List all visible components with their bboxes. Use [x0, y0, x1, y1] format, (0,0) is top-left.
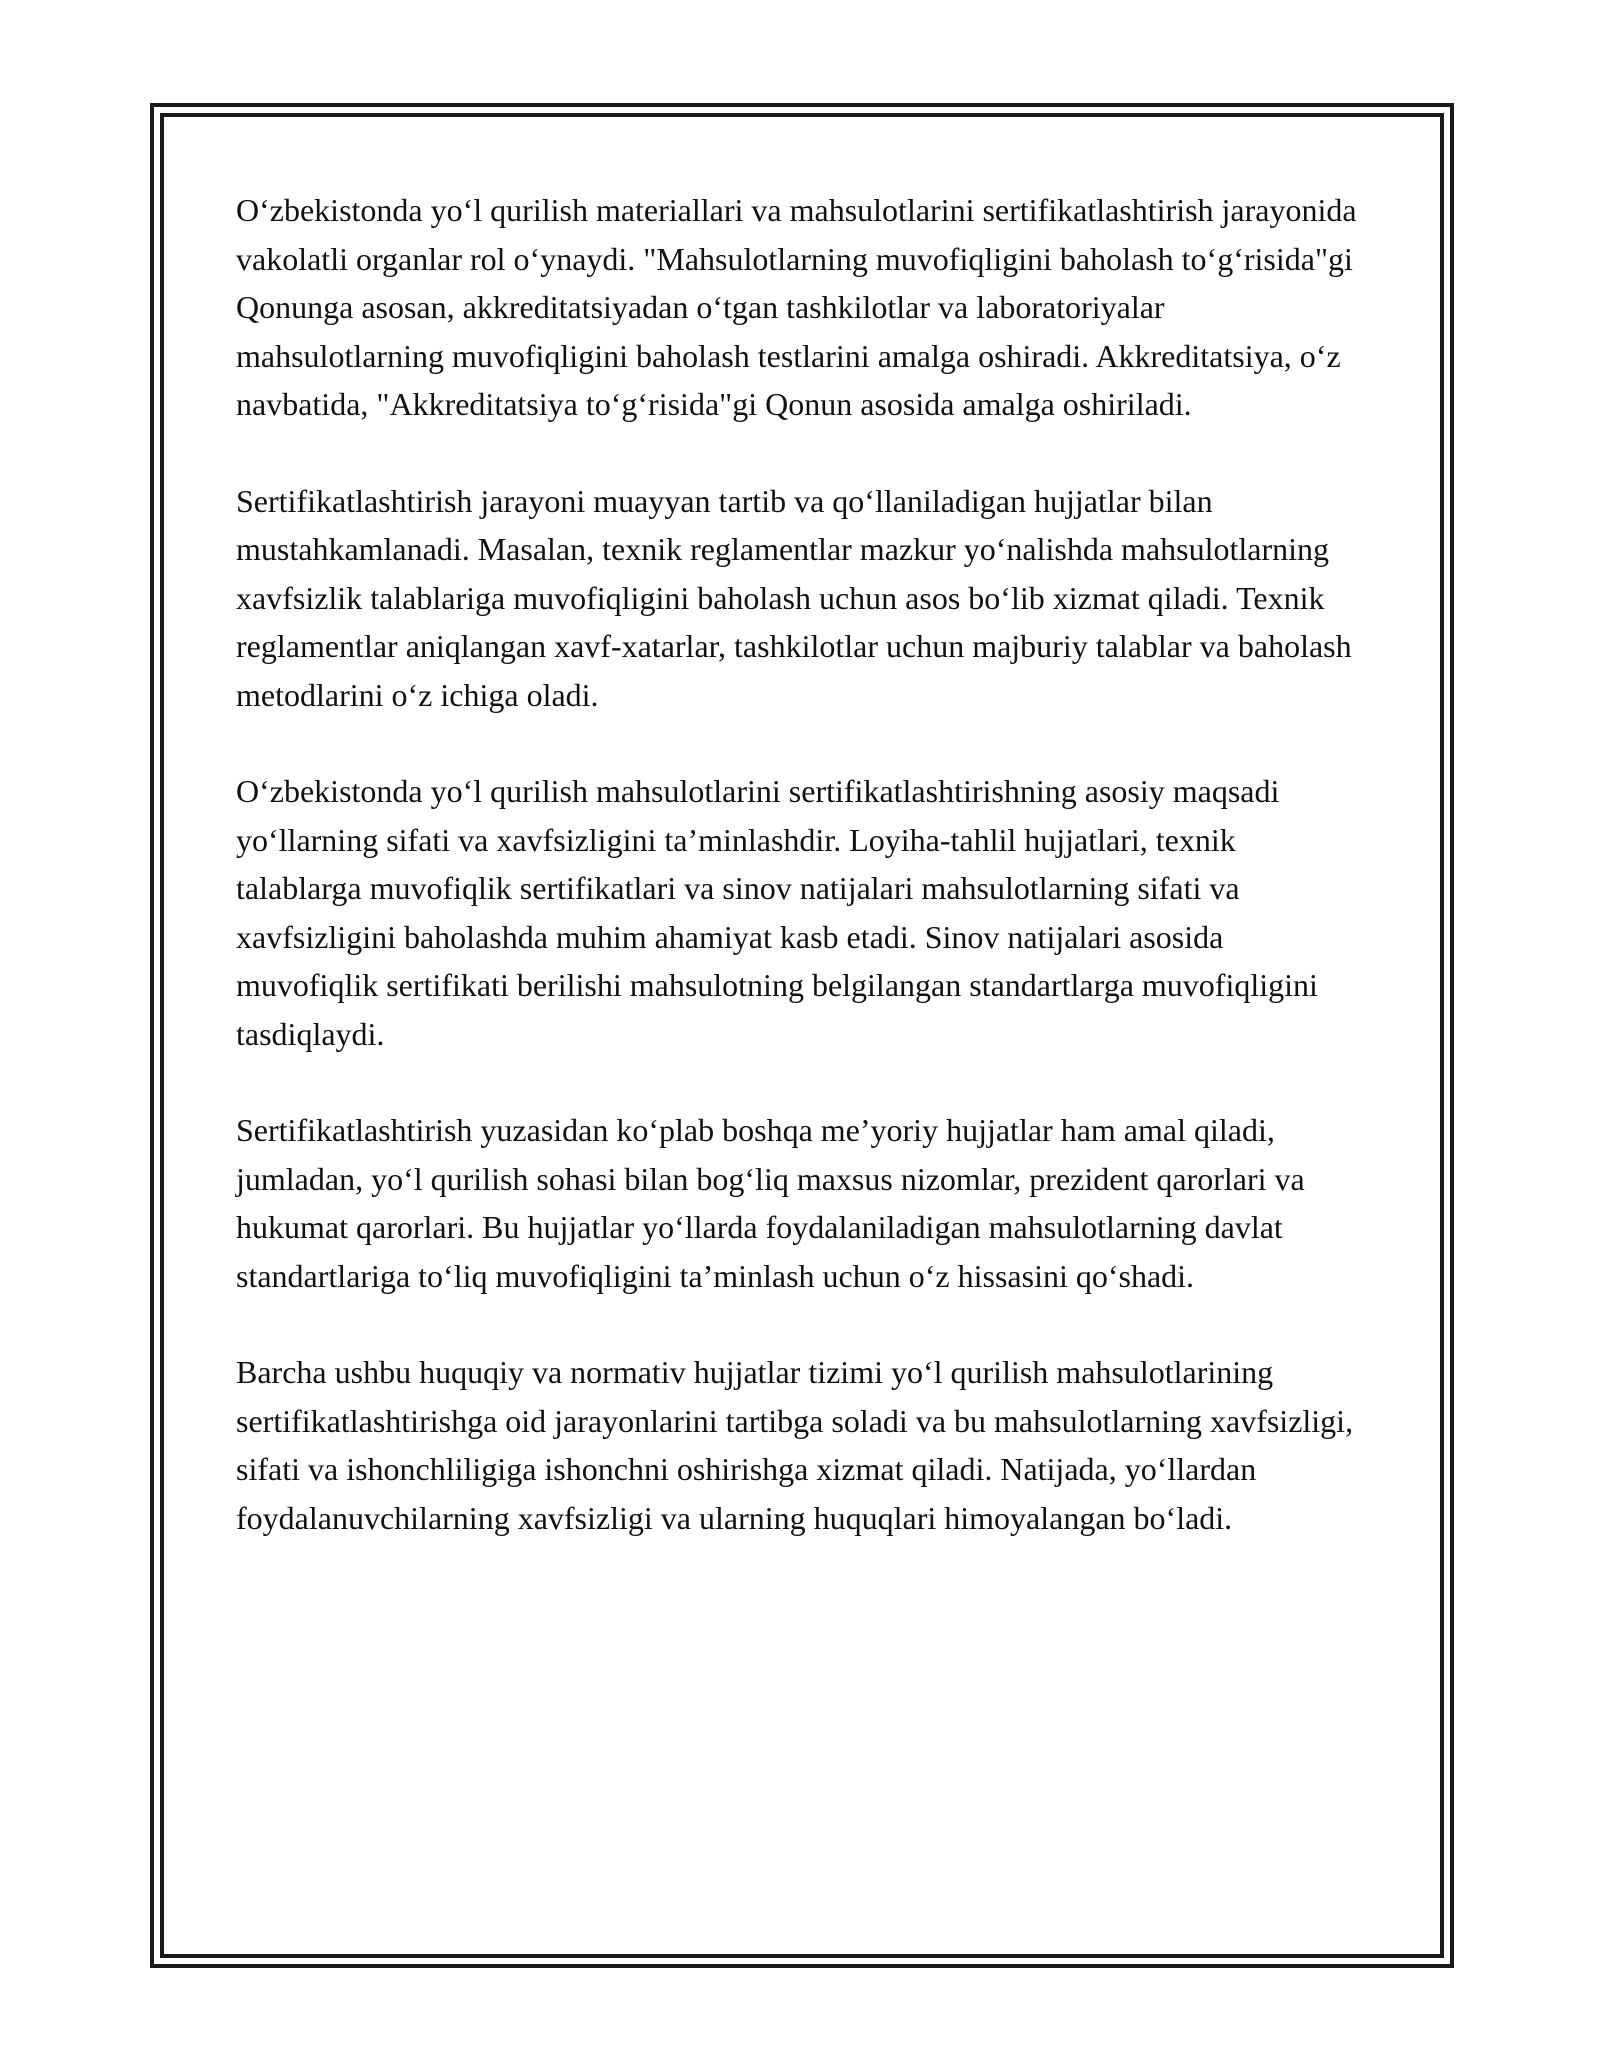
document-body	[236, 186, 1366, 1590]
paragraph-3: Oʻzbekistonda yoʻl qurilish mahsulotlarini sertifikatlashtirishning asosiy maqsadi yoʻllarning sifati va xavfsizligini ta’minlashdir. Loyiha-tahlil hujjatlari, texnik talablarga muvofiqlik sertifikatlari va sinov natijalari mahsulotlarning sifati va xavfsizligini baholashda muhim ahamiyat kasb etadi. Sinov natijalari asosida muvofiqlik sertifikati berilishi mahsulotning belgilangan standartlarga muvofiqligini tasdiqlaydi.	[236, 773, 1318, 1052]
paragraph-2: Sertifikatlashtirish jarayoni muayyan tartib va qoʻllaniladigan hujjatlar bilan mustahkamlanadi. Masalan, texnik reglamentlar mazkur yoʻnalishda mahsulotlarning xavfsizlik talablariga muvofiqligini baholash uchun asos boʻlib xizmat qiladi. Texnik reglamentlar aniqlangan xavf-xatarlar, tashkilotlar uchun majburiy talablar va baholash metodlarini oʻz ichiga oladi.	[236, 482, 1352, 713]
paragraph-1: Oʻzbekistonda yoʻl qurilish materiallari va mahsulotlarini sertifikatlashtirish jarayonida vakolatli organlar rol oʻynaydi. "Mahsulotlarning muvofiqligini baholash toʻgʻrisida"gi Qonunga asosan, akkreditatsiyadan oʻtgan tashkilotlar va laboratoriyalar mahsulotlarning muvofiqligini baholash testlarini amalga oshiradi. Akkreditatsiya, oʻz navbatida, "Akkreditatsiya toʻgʻrisida"gi Qonun asosida amalga oshiriladi.	[236, 192, 1357, 422]
paragraph-4: Sertifikatlashtirish yuzasidan koʻplab boshqa me’yoriy hujjatlar ham amal qiladi, jumladan, yoʻl qurilish sohasi bilan bogʻliq maxsus nizomlar, prezident qarorlari va hukumat qarorlari. Bu hujjatlar yoʻllarda foydalaniladigan mahsulotlarning davlat standartlariga toʻliq muvofiqligini ta’minlash uchun oʻz hissasini qoʻshadi.	[236, 1112, 1305, 1294]
paragraph-5: Barcha ushbu huquqiy va normativ hujjatlar tizimi yoʻl qurilish mahsulotlarining sertifikatlashtirishga oid jarayonlarini tartibga soladi va bu mahsulotlarning xavfsizligi, sifati va ishonchliligiga ishonchni oshirishga xizmat qiladi. Natijada, yoʻllardan foydalanuvchilarning xavfsizligi va ularning huquqlari himoyalangan boʻladi.	[236, 1354, 1354, 1536]
